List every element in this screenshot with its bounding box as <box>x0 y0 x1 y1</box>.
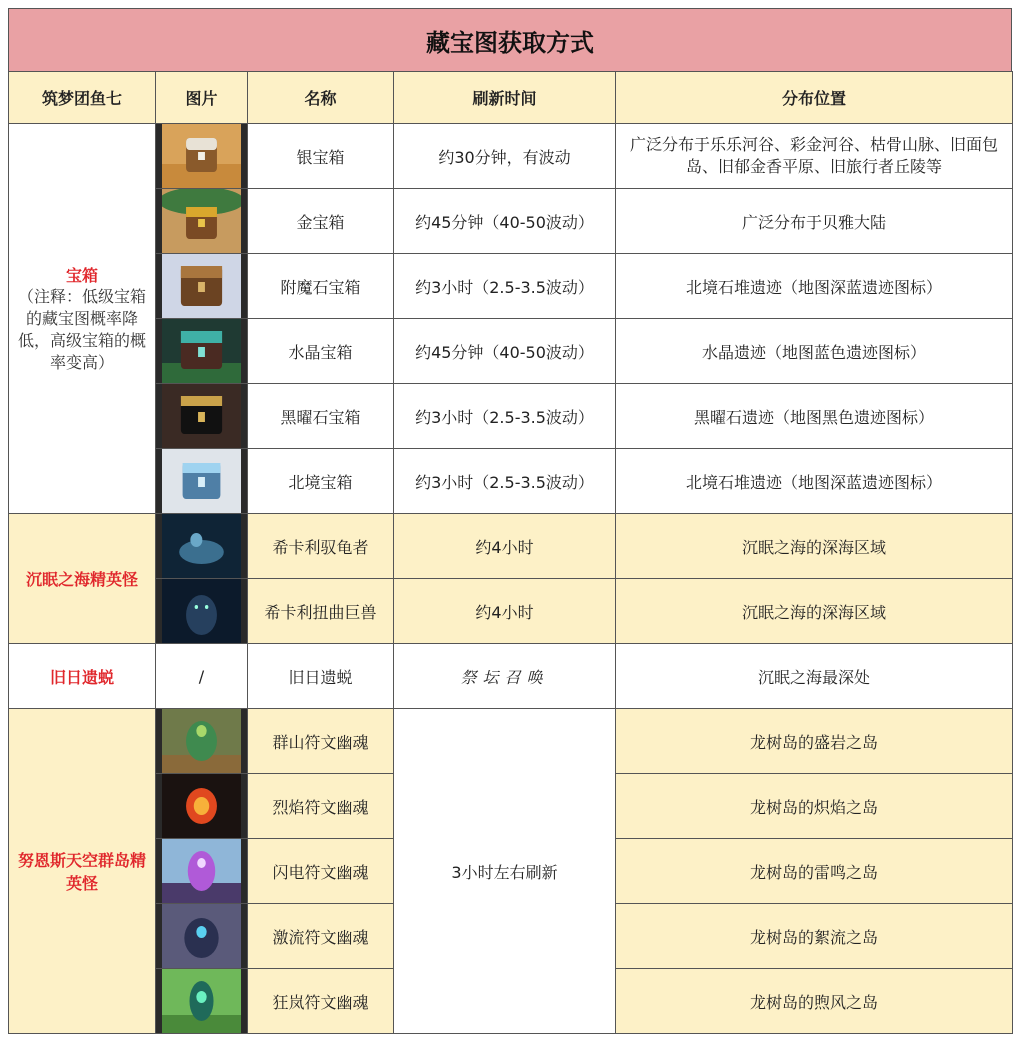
lightning-rune-image <box>156 839 248 904</box>
turtle-rider-image <box>156 514 248 579</box>
author-header: 筑梦团鱼七 <box>9 72 156 124</box>
category-old-title: 旧日遗蜕 <box>49 667 114 687</box>
chest-refresh: 约3小时（2.5-3.5波动） <box>394 449 616 514</box>
table-row <box>9 579 1013 644</box>
chest-refresh: 约3小时（2.5-3.5波动） <box>394 384 616 449</box>
chest-refresh: 约30分钟，有波动 <box>394 124 616 189</box>
chest-location: 水晶遗迹（地图蓝色遗迹图标） <box>616 319 1013 384</box>
category-sea <box>9 514 156 644</box>
chest-refresh: 约45分钟（40-50波动） <box>394 319 616 384</box>
elite-name: 希卡利驭龟者 <box>248 514 394 579</box>
treasure-map-table <box>8 71 1013 1034</box>
old-refresh: 祭坛召唤 <box>394 644 616 709</box>
category-old <box>9 644 156 709</box>
name-header: 名称 <box>248 72 394 124</box>
category-chest-title: 宝箱 <box>65 266 98 285</box>
elite-location: 龙树岛的雷鸣之岛 <box>616 839 1013 904</box>
table-row <box>9 319 1013 384</box>
old-location: 沉眠之海最深处 <box>616 644 1013 709</box>
elite-location: 龙树岛的盛岩之岛 <box>616 709 1013 774</box>
nuens-refresh: 3小时左右刷新 <box>394 709 616 1034</box>
elite-name: 群山符文幽魂 <box>248 709 394 774</box>
chest-location: 北境石堆遗迹（地图深蓝遗迹图标） <box>616 449 1013 514</box>
image-header: 图片 <box>156 72 248 124</box>
flame-rune-image <box>156 774 248 839</box>
category-chest <box>9 124 156 514</box>
category-sea-title: 沉眠之海精英怪 <box>25 570 138 589</box>
elite-name: 希卡利扭曲巨兽 <box>248 579 394 644</box>
torrent-rune-image <box>156 904 248 969</box>
silver-chest-image <box>156 124 248 189</box>
elite-location: 龙树岛的絮流之岛 <box>616 904 1013 969</box>
table-row <box>9 124 1013 189</box>
old-name: 旧日遗蜕 <box>248 644 394 709</box>
refresh-header: 刷新时间 <box>394 72 616 124</box>
table-row <box>9 514 1013 579</box>
elite-refresh: 约4小时 <box>394 514 616 579</box>
chest-location: 广泛分布于贝雅大陆 <box>616 189 1013 254</box>
category-nuens <box>9 709 156 1034</box>
chest-name: 附魔石宝箱 <box>248 254 394 319</box>
north-chest-image <box>156 449 248 514</box>
elite-location: 龙树岛的炽焰之岛 <box>616 774 1013 839</box>
category-chest-note: （注释：低级宝箱的藏宝图概率降低，高级宝箱的概率变高） <box>17 287 146 372</box>
mountain-rune-image <box>156 709 248 774</box>
elite-location: 沉眠之海的深海区域 <box>616 514 1013 579</box>
chest-name: 黑曜石宝箱 <box>248 384 394 449</box>
obsidian-chest-image <box>156 384 248 449</box>
enchant-chest-image <box>156 254 248 319</box>
elite-name: 烈焰符文幽魂 <box>248 774 394 839</box>
crystal-chest-image <box>156 319 248 384</box>
chest-name: 银宝箱 <box>248 124 394 189</box>
table-row <box>9 384 1013 449</box>
chest-location: 北境石堆遗迹（地图深蓝遗迹图标） <box>616 254 1013 319</box>
page-title: 藏宝图获取方式 <box>8 8 1012 72</box>
elite-name: 闪电符文幽魂 <box>248 839 394 904</box>
elite-location: 龙树岛的煦风之岛 <box>616 969 1013 1034</box>
old-image-placeholder: / <box>156 644 248 709</box>
location-header: 分布位置 <box>616 72 1013 124</box>
chest-refresh: 约45分钟（40-50波动） <box>394 189 616 254</box>
gold-chest-image <box>156 189 248 254</box>
chest-location: 黑曜石遗迹（地图黑色遗迹图标） <box>616 384 1013 449</box>
category-nuens-title: 努恩斯天空群岛精英怪 <box>17 851 146 893</box>
chest-name: 北境宝箱 <box>248 449 394 514</box>
twisted-beast-image <box>156 579 248 644</box>
chest-name: 金宝箱 <box>248 189 394 254</box>
table-row <box>9 449 1013 514</box>
elite-location: 沉眠之海的深海区域 <box>616 579 1013 644</box>
elite-refresh: 约4小时 <box>394 579 616 644</box>
chest-name: 水晶宝箱 <box>248 319 394 384</box>
header-row <box>9 72 1013 124</box>
chest-location: 广泛分布于乐乐河谷、彩金河谷、枯骨山脉、旧面包岛、旧郁金香平原、旧旅行者丘陵等 <box>616 124 1013 189</box>
table-row <box>9 709 1013 774</box>
table-row <box>9 644 1013 709</box>
elite-name: 激流符文幽魂 <box>248 904 394 969</box>
elite-name: 狂岚符文幽魂 <box>248 969 394 1034</box>
chest-refresh: 约3小时（2.5-3.5波动） <box>394 254 616 319</box>
table-row <box>9 254 1013 319</box>
gale-rune-image <box>156 969 248 1034</box>
table-row <box>9 189 1013 254</box>
